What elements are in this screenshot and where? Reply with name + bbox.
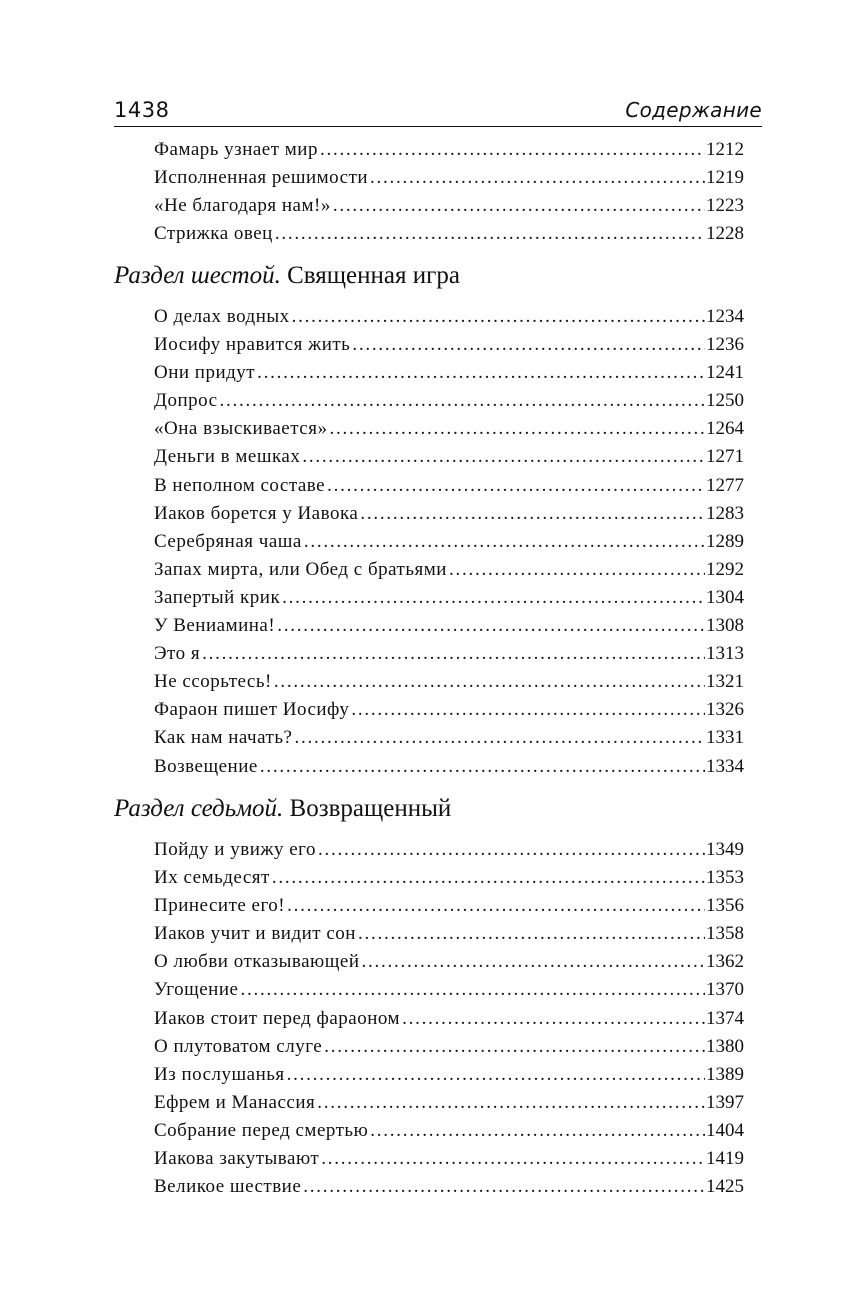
toc-entry — [154, 500, 744, 528]
page-header — [114, 96, 762, 127]
dot-leader — [274, 668, 705, 696]
dot-leader — [320, 136, 705, 164]
toc-entry — [154, 136, 744, 164]
dot-leader — [287, 892, 705, 920]
toc-entry-page: 1349 — [706, 839, 744, 860]
dot-leader — [260, 753, 705, 781]
toc-section-6-entries — [154, 303, 744, 781]
toc-entry-page: 1304 — [706, 586, 744, 608]
dot-leader — [294, 724, 705, 752]
toc-entry-page: 1212 — [706, 139, 744, 160]
dot-leader — [282, 584, 705, 612]
toc-entry-title: О плутоватом слуге — [154, 1035, 323, 1057]
toc-entry-title: Допрос — [154, 390, 218, 412]
dot-leader — [329, 415, 705, 443]
toc-entry — [154, 976, 744, 1004]
toc-entry-title: Иакова закутывают — [154, 1148, 320, 1170]
toc-entry-page: 1283 — [706, 502, 744, 524]
dot-leader — [303, 1173, 705, 1201]
dot-leader — [333, 192, 705, 220]
toc-entry-title: Великое шествие — [154, 1176, 302, 1198]
toc-entry-title: Принесите его! — [154, 895, 286, 917]
dot-leader — [361, 948, 705, 976]
toc-entry-page: 1358 — [706, 923, 744, 945]
dot-leader — [370, 164, 705, 192]
toc-entry — [154, 753, 744, 781]
toc-entry — [154, 1005, 744, 1033]
toc-entry-title: Возвещение — [154, 755, 258, 777]
toc-entry-page: 1250 — [706, 390, 744, 412]
toc-entry — [154, 864, 744, 892]
toc-entry-page: 1370 — [706, 979, 744, 1001]
section-label: Раздел шестой. — [114, 262, 281, 289]
toc-entry — [154, 556, 744, 584]
toc-entry-title: Их семьдесят — [154, 867, 270, 889]
toc-section-7-entries — [154, 836, 744, 1201]
toc-entry-page: 1321 — [706, 671, 744, 693]
toc-entry-title: Они придут — [154, 362, 256, 384]
toc-entry-title: Из послушанья — [154, 1063, 285, 1085]
toc-entry-page: 1331 — [706, 727, 744, 749]
toc-entry-title: Собрание перед смертью — [154, 1119, 369, 1141]
toc-entry-page: 1353 — [706, 867, 744, 889]
running-title: Содержание — [625, 98, 762, 122]
toc-entry — [154, 836, 744, 864]
toc-entry-page: 1241 — [706, 362, 744, 384]
toc-entry-page: 1326 — [706, 699, 744, 721]
toc-entry — [154, 359, 744, 387]
toc-entry-page: 1380 — [706, 1035, 744, 1057]
toc-entry-page: 1228 — [706, 223, 744, 245]
toc-entry-title: Фамарь узнает мир — [154, 139, 318, 160]
toc-entry-title: Серебряная чаша — [154, 530, 302, 552]
toc-entry-title: Как нам начать? — [154, 727, 293, 749]
toc-entry-title: О делах водных — [154, 306, 290, 327]
toc-entry-title: Деньги в мешках — [154, 446, 301, 468]
dot-leader — [360, 500, 705, 528]
section-label: Раздел седьмой. — [114, 795, 284, 822]
toc-entry-page: 1334 — [706, 755, 744, 777]
section-heading — [114, 793, 451, 825]
dot-leader — [272, 864, 705, 892]
toc-entry-title: Угощение — [154, 979, 239, 1001]
toc-entry-page: 1419 — [706, 1148, 744, 1170]
toc-entry — [154, 303, 744, 331]
dot-leader — [275, 220, 705, 248]
toc-entry-title: Иаков учит и видит сон — [154, 923, 356, 945]
toc-entry-title: «Не благодаря нам!» — [154, 195, 331, 217]
toc-entry-title: Запах мирта, или Обед с братьями — [154, 558, 447, 580]
toc-entry — [154, 920, 744, 948]
section-heading — [114, 260, 460, 292]
toc-entry — [154, 443, 744, 471]
toc-entry — [154, 528, 744, 556]
toc-entry — [154, 1117, 744, 1145]
toc-entry-title: «Она взыскивается» — [154, 418, 328, 440]
dot-leader — [202, 640, 705, 668]
dot-leader — [449, 556, 705, 584]
toc-entry — [154, 584, 744, 612]
toc-entry-page: 1219 — [706, 167, 744, 189]
toc-entry-title: Стрижка овец — [154, 223, 273, 245]
toc-entry — [154, 1089, 744, 1117]
page-number: 1438 — [114, 98, 170, 122]
toc-entry — [154, 472, 744, 500]
section-title: Священная игра — [287, 262, 460, 289]
toc-entry — [154, 640, 744, 668]
toc-entry — [154, 1033, 744, 1061]
dot-leader — [402, 1005, 705, 1033]
toc-entry-page: 1389 — [706, 1063, 744, 1085]
toc-entry — [154, 892, 744, 920]
toc-entry — [154, 220, 744, 248]
toc-entry — [154, 1145, 744, 1173]
dot-leader — [277, 612, 705, 640]
dot-leader — [240, 976, 705, 1004]
toc-entry — [154, 1173, 744, 1201]
toc-entry-page: 1374 — [706, 1007, 744, 1029]
toc-entry-title: Пойду и увижу его — [154, 839, 316, 860]
toc-entry-title: О любви отказывающей — [154, 951, 360, 973]
dot-leader — [321, 1145, 705, 1173]
dot-leader — [304, 528, 705, 556]
toc-entry-title: Это я — [154, 643, 201, 665]
toc-entry-page: 1292 — [706, 558, 744, 580]
dot-leader — [358, 920, 705, 948]
toc-entry — [154, 1061, 744, 1089]
toc-entry-page: 1236 — [706, 334, 744, 356]
toc-entry — [154, 164, 744, 192]
dot-leader — [317, 1089, 705, 1117]
toc-entry — [154, 948, 744, 976]
dot-leader — [327, 472, 705, 500]
toc-entry — [154, 696, 744, 724]
section-title: Возвращенный — [289, 795, 452, 822]
toc-entry-title: У Вениамина! — [154, 615, 276, 637]
toc-entry — [154, 415, 744, 443]
toc-entry-title: Исполненная решимости — [154, 167, 369, 189]
toc-entry-page: 1289 — [706, 530, 744, 552]
toc-entry — [154, 668, 744, 696]
toc-entry-page: 1356 — [706, 895, 744, 917]
toc-entry-title: Фараон пишет Иосифу — [154, 699, 350, 721]
toc-entry — [154, 612, 744, 640]
dot-leader — [257, 359, 705, 387]
toc-entry-page: 1264 — [706, 418, 744, 440]
toc-entry-page: 1308 — [706, 615, 744, 637]
toc-entry-page: 1271 — [706, 446, 744, 468]
toc-entry-page: 1313 — [706, 643, 744, 665]
toc-continued-entries — [154, 136, 744, 248]
toc-entry-title: Иаков борется у Иавока — [154, 502, 359, 524]
toc-entry-page: 1425 — [706, 1176, 744, 1198]
dot-leader — [324, 1033, 705, 1061]
toc-entry-title: Иосифу нравится жить — [154, 334, 351, 356]
toc-entry-page: 1223 — [706, 195, 744, 217]
dot-leader — [292, 303, 705, 331]
dot-leader — [302, 443, 705, 471]
toc-entry-title: В неполном составе — [154, 474, 326, 496]
dot-leader — [370, 1117, 705, 1145]
dot-leader — [220, 387, 705, 415]
dot-leader — [352, 331, 705, 359]
toc-entry — [154, 192, 744, 220]
toc-entry-title: Не ссорьтесь! — [154, 671, 272, 693]
toc-entry — [154, 331, 744, 359]
toc-entry — [154, 387, 744, 415]
toc-entry-page: 1234 — [706, 306, 744, 327]
toc-entry-page: 1277 — [706, 474, 744, 496]
toc-entry-title: Запертый крик — [154, 586, 281, 608]
toc-entry-page: 1404 — [706, 1119, 744, 1141]
dot-leader — [351, 696, 705, 724]
toc-entry-title: Иаков стоит перед фараоном — [154, 1007, 401, 1029]
toc-entry-page: 1362 — [706, 951, 744, 973]
toc-entry — [154, 724, 744, 752]
toc-entry-title: Ефрем и Манассия — [154, 1091, 316, 1113]
toc-entry-page: 1397 — [706, 1091, 744, 1113]
dot-leader — [318, 836, 705, 864]
dot-leader — [287, 1061, 705, 1089]
